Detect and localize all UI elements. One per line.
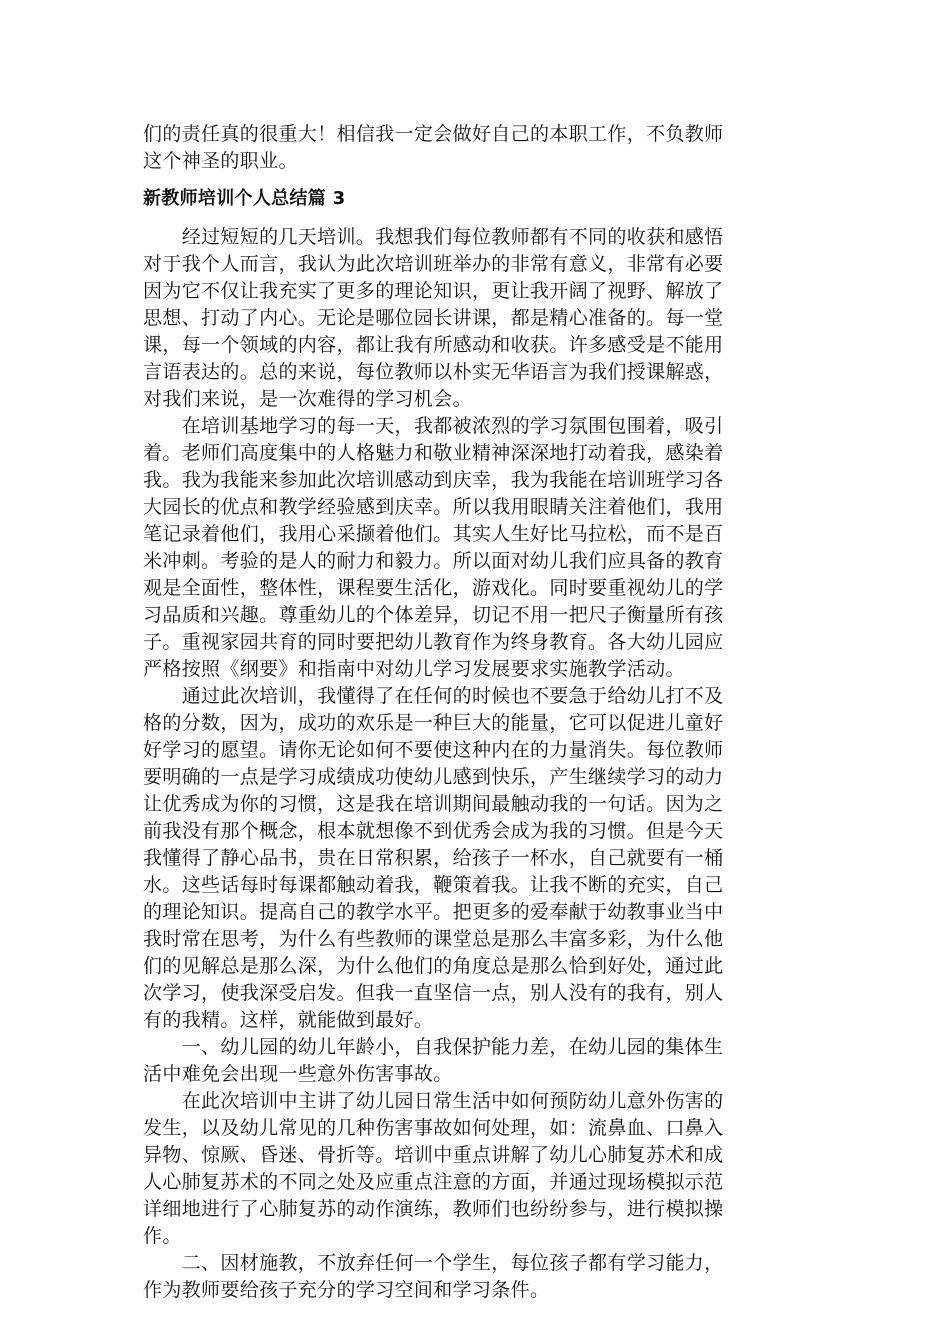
text-line: 前我没有那个概念，根本就想像不到优秀会成为我的习惯。但是今天 (143, 820, 724, 842)
text-line: 们的见解总是那么深，为什么他们的角度总是那么恰到好处，通过此 (143, 955, 724, 977)
text-line: 大园长的优点和教学经验感到庆幸。所以我用眼睛关注着他们，我用 (143, 496, 724, 518)
section-heading: 新教师培训个人总结篇 3 (143, 188, 346, 209)
paragraph-2 (143, 413, 807, 683)
text-line: 的理论知识。提高自己的教学水平。把更多的爱奉献于幼教事业当中 (143, 901, 724, 923)
text-line: 让优秀成为你的习惯，这是我在培训期间最触动我的一句话。因为之 (143, 793, 724, 815)
document-page (143, 121, 807, 1304)
text-line: 米冲刺。考验的是人的耐力和毅力。所以面对幼儿我们应具备的教育 (143, 550, 724, 572)
text-line: 详细地进行了心肺复苏的动作演练，教师们也纷纷参与，进行模拟操 (143, 1198, 724, 1220)
paragraph-1 (143, 224, 807, 413)
text-line: 严格按照《纲要》和指南中对幼儿学习发展要求实施教学活动。 (143, 658, 685, 680)
paragraph-5 (143, 1088, 807, 1250)
text-line: 好学习的愿望。请你无论如何不要使这种内在的力量消失。每位教师 (143, 739, 724, 761)
text-line: 发生，以及幼儿常见的几种伤害事故如何处理，如：流鼻血、口鼻入 (143, 1117, 724, 1139)
text-line: 我懂得了静心品书，贵在日常积累，给孩子一杯水，自己就要有一桶 (143, 847, 724, 869)
text-line: 作为教师要给孩子充分的学习空间和学习条件。 (143, 1279, 550, 1301)
text-line: 着。老师们高度集中的人格魅力和敬业精神深深地打动着我，感染着 (143, 442, 724, 464)
text-line: 一、幼儿园的幼儿年龄小，自我保护能力差，在幼儿园的集体生 (143, 1036, 724, 1058)
text-line: 们的责任真的很重大！相信我一定会做好自己的本职工作，不负教师 (143, 123, 724, 145)
paragraph-3 (143, 683, 807, 1034)
text-line: 二、因材施教，不放弃任何一个学生，每位孩子都有学习能力， (143, 1252, 724, 1274)
text-line: 观是全面性，整体性，课程要生活化，游戏化。同时要重视幼儿的学 (143, 577, 724, 599)
text-line: 有的我精。这样，就能做到最好。 (143, 1009, 434, 1031)
text-line: 水。这些话每时每课都触动着我，鞭策着我。让我不断的充实，自己 (143, 874, 724, 896)
text-line: 对于我个人而言，我认为此次培训班举办的非常有意义，非常有必要 (143, 253, 724, 275)
text-line: 要明确的一点是学习成绩成功使幼儿感到快乐，产生继续学习的动力 (143, 766, 724, 788)
text-line: 格的分数，因为，成功的欢乐是一种巨大的能量，它可以促进儿童好 (143, 712, 724, 734)
text-line: 因为它不仅让我充实了更多的理论知识，更让我开阔了视野、解放了 (143, 280, 724, 302)
text-line: 作。 (143, 1225, 182, 1247)
text-line: 课，每一个领域的内容，都让我有所感动和收获。许多感受是不能用 (143, 334, 724, 356)
text-line: 通过此次培训，我懂得了在任何的时候也不要急于给幼儿打不及 (143, 685, 724, 707)
intro-paragraph (143, 121, 807, 175)
text-line: 活中难免会出现一些意外伤害事故。 (143, 1063, 453, 1085)
text-line: 笔记录着他们，我用心采撷着他们。其实人生好比马拉松，而不是百 (143, 523, 724, 545)
text-line: 人心肺复苏术的不同之处及应重点注意的方面，并通过现场模拟示范 (143, 1171, 724, 1193)
text-line: 对我们来说，是一次难得的学习机会。 (143, 388, 472, 410)
text-line: 在此次培训中主讲了幼儿园日常生活中如何预防幼儿意外伤害的 (143, 1090, 724, 1112)
paragraph-6 (143, 1250, 807, 1304)
text-line: 习品质和兴趣。尊重幼儿的个体差异，切记不用一把尺子衡量所有孩 (143, 604, 724, 626)
text-line: 这个神圣的职业。 (143, 150, 298, 172)
text-line: 我时常在思考，为什么有些教师的课堂总是那么丰富多彩，为什么他 (143, 928, 724, 950)
text-line: 次学习，使我深受启发。但我一直坚信一点，别人没有的我有，别人 (143, 982, 724, 1004)
text-line: 在培训基地学习的每一天，我都被浓烈的学习氛围包围着，吸引 (143, 415, 724, 437)
paragraph-4 (143, 1034, 807, 1088)
text-line: 异物、惊厥、昏迷、骨折等。培训中重点讲解了幼儿心肺复苏术和成 (143, 1144, 724, 1166)
text-line: 子。重视家园共育的同时要把幼儿教育作为终身教育。各大幼儿园应 (143, 631, 724, 653)
text-line: 言语表达的。总的来说，每位教师以朴实无华语言为我们授课解惑， (143, 361, 724, 383)
text-line: 思想、打动了内心。无论是哪位园长讲课，都是精心准备的。每一堂 (143, 307, 724, 329)
text-line: 我。我为我能来参加此次培训感动到庆幸，我为我能在培训班学习各 (143, 469, 724, 491)
text-line: 经过短短的几天培训。我想我们每位教师都有不同的收获和感悟 (143, 226, 724, 248)
